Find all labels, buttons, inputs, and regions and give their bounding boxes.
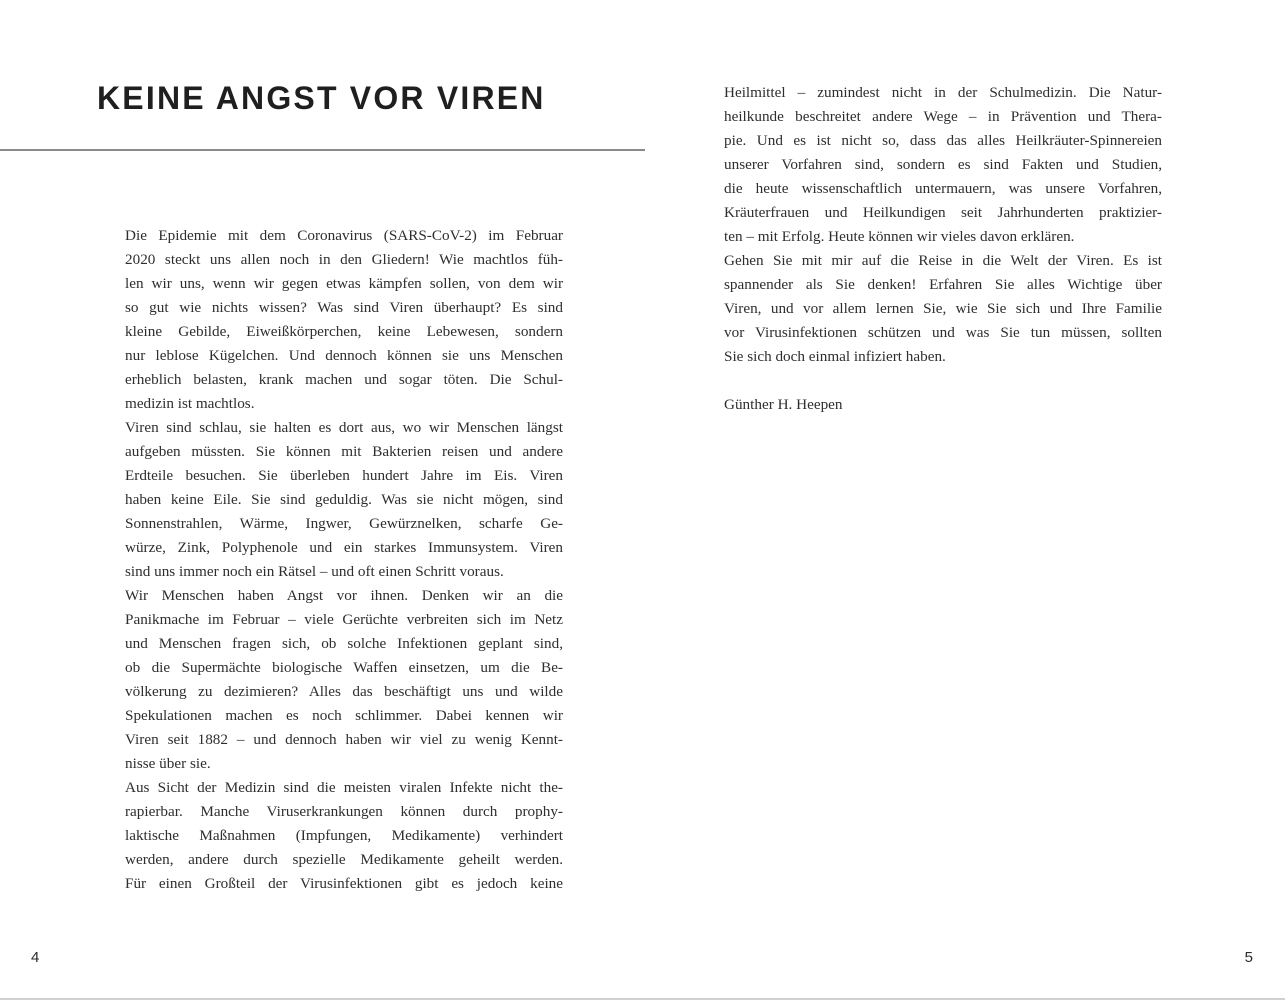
text-line: Die Epidemie mit dem Coronavirus (SARS-CoV-2) im Februar <box>125 227 563 244</box>
text-line: erheblich belasten, krank machen und sogar töten. Die Schul- <box>125 371 563 388</box>
author-signature: Günther H. Heepen <box>724 396 843 413</box>
text-line: len wir uns, wenn wir gegen etwas kämpfen sollen, von dem wir <box>125 275 563 292</box>
text-line: Viren seit 1882 – und dennoch haben wir viel zu wenig Kennt- <box>125 731 563 748</box>
text-line: Gehen Sie mit mir auf die Reise in die Welt der Viren. Es ist <box>724 252 1162 269</box>
text-line: Heilmittel – zumindest nicht in der Schulmedizin. Die Natur- <box>724 84 1162 101</box>
text-line: ob die Supermächte biologische Waffen einsetzen, um die Be- <box>125 659 563 676</box>
page-number-right: 5 <box>1244 949 1253 966</box>
text-line: spannender als Sie denken! Erfahren Sie alles Wichtige über <box>724 276 1162 293</box>
text-line: Aus Sicht der Medizin sind die meisten viralen Infekte nicht the- <box>125 779 563 796</box>
chapter-title: KEINE ANGST VOR VIREN <box>97 80 546 116</box>
text-line: Viren sind schlau, sie halten es dort aus, wo wir Menschen längst <box>125 419 563 436</box>
text-line: medizin ist machtlos. <box>125 395 255 412</box>
paragraph <box>125 224 563 416</box>
title-divider-rule <box>0 149 645 151</box>
text-line: pie. Und es ist nicht so, dass das alles Heilkräuter-Spinnereien <box>724 132 1162 149</box>
text-line: völkerung zu dezimieren? Alles das beschäftigt uns und wilde <box>125 683 563 700</box>
left-column-text <box>125 224 563 896</box>
text-line: nur leblose Kügelchen. Und dennoch können sie uns Menschen <box>125 347 563 364</box>
text-line: so gut wie nichts wissen? Was sind Viren überhaupt? Es sind <box>125 299 563 316</box>
text-line: Sie sich doch einmal infiziert haben. <box>724 348 946 365</box>
text-line: würze, Zink, Polyphenole und ein starkes Immunsystem. Viren <box>125 539 563 556</box>
paragraph <box>125 584 563 776</box>
text-line: nisse über sie. <box>125 755 211 772</box>
text-line: sind uns immer noch ein Rätsel – und oft einen Schritt voraus. <box>125 563 504 580</box>
text-line: 2020 steckt uns allen noch in den Gliedern! Wie machtlos füh- <box>125 251 563 268</box>
paragraph <box>125 776 563 896</box>
text-line: Spekulationen machen es noch schlimmer. Dabei kennen wir <box>125 707 563 724</box>
text-line: rapierbar. Manche Viruserkrankungen können durch prophy- <box>125 803 563 820</box>
paragraph <box>125 416 563 584</box>
text-line: Panikmache im Februar – viele Gerüchte verbreiten sich im Netz <box>125 611 563 628</box>
text-line: Erdteile besuchen. Sie überleben hundert Jahre im Eis. Viren <box>125 467 563 484</box>
text-line: Viren, und vor allem lernen Sie, wie Sie sich und Ihre Familie <box>724 300 1162 317</box>
paragraph <box>724 249 1162 369</box>
text-line: die heute wissenschaftlich untermauern, was unsere Vorfahren, <box>724 180 1162 197</box>
text-line: Kräuterfrauen und Heilkundigen seit Jahrhunderten praktizier- <box>724 204 1162 221</box>
text-line: haben keine Eile. Sie sind geduldig. Was sie nicht mögen, sind <box>125 491 563 508</box>
text-line: und Menschen fragen sich, ob solche Infektionen geplant sind, <box>125 635 563 652</box>
page-number-left: 4 <box>31 949 40 966</box>
text-line: laktische Maßnahmen (Impfungen, Medikamente) verhindert <box>125 827 563 844</box>
text-line: unserer Vorfahren sind, sondern es sind Fakten und Studien, <box>724 156 1162 173</box>
text-line: aufgeben müssten. Sie können mit Bakterien reisen und andere <box>125 443 563 460</box>
right-column-text <box>724 81 1162 417</box>
text-line: ten – mit Erfolg. Heute können wir vieles davon erklären. <box>724 228 1075 245</box>
text-line: Für einen Großteil der Virusinfektionen gibt es jedoch keine <box>125 875 563 892</box>
text-line: werden, andere durch spezielle Medikamente geheilt werden. <box>125 851 563 868</box>
text-line: kleine Gebilde, Eiweißkörperchen, keine Lebewesen, sondern <box>125 323 563 340</box>
text-line: heilkunde beschreitet andere Wege – in Prävention und Thera- <box>724 108 1162 125</box>
text-line: Wir Menschen haben Angst vor ihnen. Denken wir an die <box>125 587 563 604</box>
text-line: vor Virusinfektionen schützen und was Sie tun müssen, sollten <box>724 324 1162 341</box>
text-line: Sonnenstrahlen, Wärme, Ingwer, Gewürznelken, scharfe Ge- <box>125 515 563 532</box>
paragraph <box>724 81 1162 249</box>
